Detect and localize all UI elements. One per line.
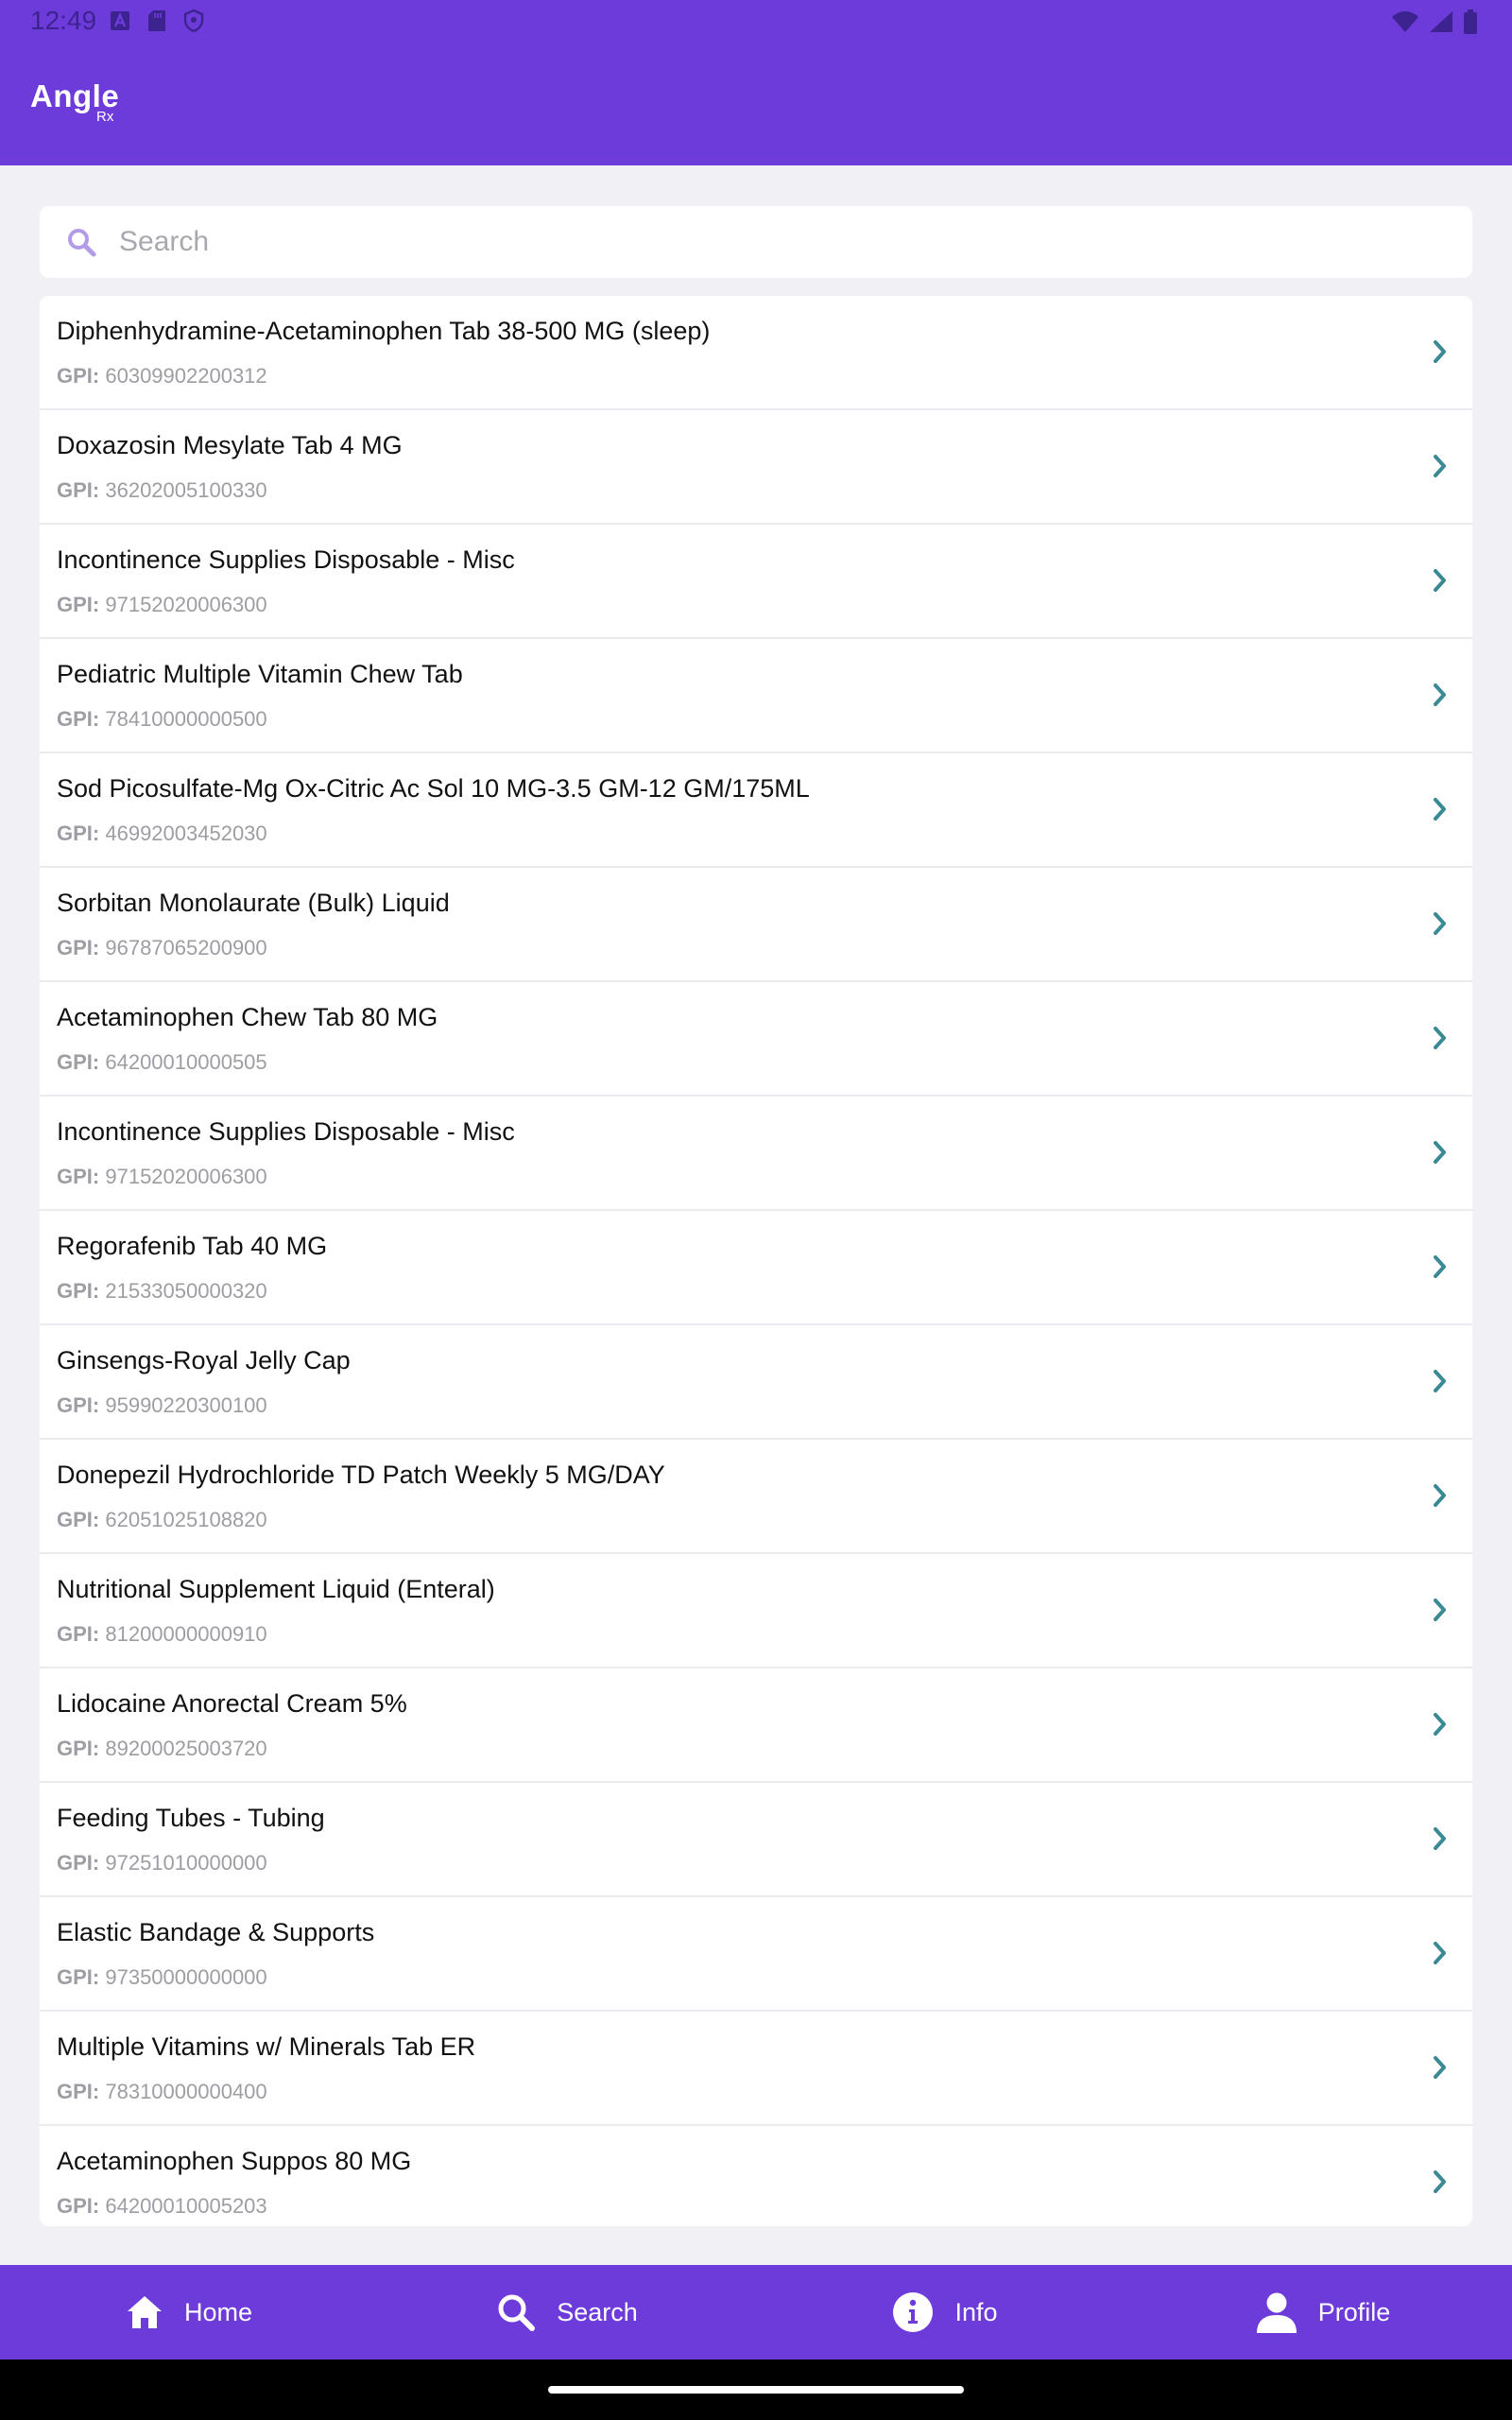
drug-list-item[interactable] [40,639,1472,753]
gpi-label: GPI: [57,1279,100,1303]
home-gesture-handle[interactable] [548,2386,964,2394]
drug-list-item[interactable] [40,410,1472,525]
search-input[interactable] [119,206,1442,278]
drug-name: Incontinence Supplies Disposable - Misc [57,1117,515,1146]
search-icon [496,2292,536,2332]
status-bar [0,0,1512,45]
drug-name: Diphenhydramine-Acetaminophen Tab 38-500 MG (sleep) [57,317,711,345]
drug-gpi [57,1050,267,1075]
chevron-right-icon [1433,1026,1448,1050]
drug-gpi [57,2194,267,2219]
info-icon [892,2291,934,2333]
gpi-label: GPI: [57,2080,100,2103]
drug-list-item[interactable] [40,982,1472,1097]
drug-list-item[interactable] [40,296,1472,410]
nav-home[interactable] [0,2265,378,2360]
drug-gpi [57,707,267,732]
drug-name: Doxazosin Mesylate Tab 4 MG [57,431,403,459]
drug-list-item[interactable] [40,1554,1472,1668]
nav-info[interactable] [756,2265,1134,2360]
signal-icon [1429,10,1453,33]
drug-list-item[interactable] [40,1097,1472,1211]
gpi-value: 97152020006300 [105,1165,267,1188]
chevron-right-icon [1433,1826,1448,1851]
drug-name: Acetaminophen Chew Tab 80 MG [57,1003,438,1031]
gpi-value: 95990220300100 [105,1393,267,1417]
drug-name: Ginsengs-Royal Jelly Cap [57,1346,351,1374]
drug-name: Sorbitan Monolaurate (Bulk) Liquid [57,889,450,917]
chevron-right-icon [1433,339,1448,364]
drug-gpi [57,364,267,389]
drug-gpi [57,1737,267,1761]
drug-name: Donepezil Hydrochloride TD Patch Weekly 5 MG/DAY [57,1461,665,1489]
home-icon [126,2294,163,2330]
drug-list-item[interactable] [40,1325,1472,1440]
drug-list-item[interactable] [40,1211,1472,1325]
gpi-label: GPI: [57,1508,100,1531]
gpi-label: GPI: [57,1622,100,1646]
drug-name: Nutritional Supplement Liquid (Enteral) [57,1575,495,1603]
nav-search-label: Search [557,2297,638,2326]
search-bar[interactable] [40,206,1472,278]
drug-list-item[interactable] [40,1440,1472,1554]
gpi-value: 89200025003720 [105,1737,267,1760]
chevron-right-icon [1433,2169,1448,2194]
gpi-label: GPI: [57,2194,100,2218]
nav-profile-label: Profile [1317,2297,1391,2326]
drug-gpi [57,1851,267,1876]
gpi-value: 96787065200900 [105,936,267,959]
gpi-value: 46992003452030 [105,821,267,845]
drug-name: Regorafenib Tab 40 MG [57,1232,328,1260]
gpi-value: 62051025108820 [105,1508,267,1531]
gpi-value: 81200000000910 [105,1622,267,1646]
gpi-label: GPI: [57,1050,100,1074]
chevron-right-icon [1433,454,1448,478]
drug-gpi [57,1279,267,1304]
chevron-right-icon [1433,911,1448,936]
drug-gpi [57,593,267,617]
wifi-icon [1391,10,1419,33]
drug-name: Feeding Tubes - Tubing [57,1804,325,1832]
nav-search[interactable] [378,2265,756,2360]
chevron-right-icon [1433,1254,1448,1279]
gpi-label: GPI: [57,1393,100,1417]
drug-name: Sod Picosulfate-Mg Ox-Citric Ac Sol 10 MG-3.5 GM-12 GM/175ML [57,774,810,803]
gpi-value: 60309902200312 [105,364,267,388]
nav-home-label: Home [183,2297,253,2326]
gpi-label: GPI: [57,821,100,845]
drug-name: Incontinence Supplies Disposable - Misc [57,545,515,574]
status-notification-icons [110,9,204,32]
chevron-right-icon [1433,1369,1448,1393]
logo-subtext: Rx [96,109,114,125]
chevron-right-icon [1433,1598,1448,1622]
gpi-value: 97251010000000 [105,1851,267,1875]
gpi-value: 64200010005203 [105,2194,267,2218]
gpi-value: 78310000000400 [105,2080,267,2103]
nav-profile[interactable] [1134,2265,1512,2360]
chevron-right-icon [1433,1712,1448,1737]
drug-gpi [57,1508,267,1532]
drug-list-item[interactable] [40,753,1472,868]
drug-gpi [57,1165,267,1189]
drug-list-item[interactable] [40,1668,1472,1783]
logo-text: Angle [30,78,120,113]
drug-gpi [57,821,267,846]
app-bar [0,45,1512,165]
bottom-nav [0,2265,1512,2360]
app-notification-icon [110,10,130,31]
drug-name: Lidocaine Anorectal Cream 5% [57,1689,407,1718]
drug-gpi [57,1622,267,1647]
nav-info-label: Info [954,2297,998,2326]
sd-card-icon [147,9,166,32]
chevron-right-icon [1433,797,1448,821]
drug-name: Multiple Vitamins w/ Minerals Tab ER [57,2032,476,2061]
status-system-icons [1391,9,1478,34]
gpi-value: 97350000000000 [105,1965,267,1989]
gpi-value: 36202005100330 [105,478,267,502]
gpi-label: GPI: [57,1165,100,1188]
status-time: 12:49 [30,6,97,35]
gpi-value: 78410000000500 [105,707,267,731]
drug-name: Pediatric Multiple Vitamin Chew Tab [57,660,463,688]
drug-gpi [57,1393,267,1418]
drug-gpi [57,936,267,960]
gpi-value: 64200010000505 [105,1050,267,1074]
drug-list-item[interactable] [40,868,1472,982]
gpi-label: GPI: [57,1737,100,1760]
drug-gpi [57,1965,267,1990]
gpi-value: 97152020006300 [105,593,267,616]
gpi-value: 21533050000320 [105,1279,267,1303]
drug-gpi [57,2080,267,2104]
user-icon [1256,2291,1297,2333]
chevron-right-icon [1433,1140,1448,1165]
chevron-right-icon [1433,2055,1448,2080]
gpi-label: GPI: [57,593,100,616]
battery-icon [1463,9,1478,34]
app-logo[interactable] [30,78,120,125]
drug-list-item[interactable] [40,1897,1472,2012]
chevron-right-icon [1433,568,1448,593]
drug-gpi [57,478,267,503]
chevron-right-icon [1433,1483,1448,1508]
drug-name: Elastic Bandage & Supports [57,1918,375,1946]
gpi-label: GPI: [57,1965,100,1989]
gpi-label: GPI: [57,707,100,731]
gpi-label: GPI: [57,936,100,959]
drug-list-item[interactable] [40,525,1472,639]
drug-list-item[interactable] [40,1783,1472,1897]
shield-icon [183,9,204,32]
chevron-right-icon [1433,1941,1448,1965]
drug-name: Acetaminophen Suppos 80 MG [57,2147,412,2175]
gesture-nav-bar [0,2360,1512,2420]
gpi-label: GPI: [57,1851,100,1875]
drug-list [40,296,1472,2226]
drug-list-item[interactable] [40,2012,1472,2126]
drug-list-item[interactable] [40,2126,1472,2226]
gpi-label: GPI: [57,364,100,388]
gpi-label: GPI: [57,478,100,502]
chevron-right-icon [1433,683,1448,707]
search-icon [66,227,96,257]
